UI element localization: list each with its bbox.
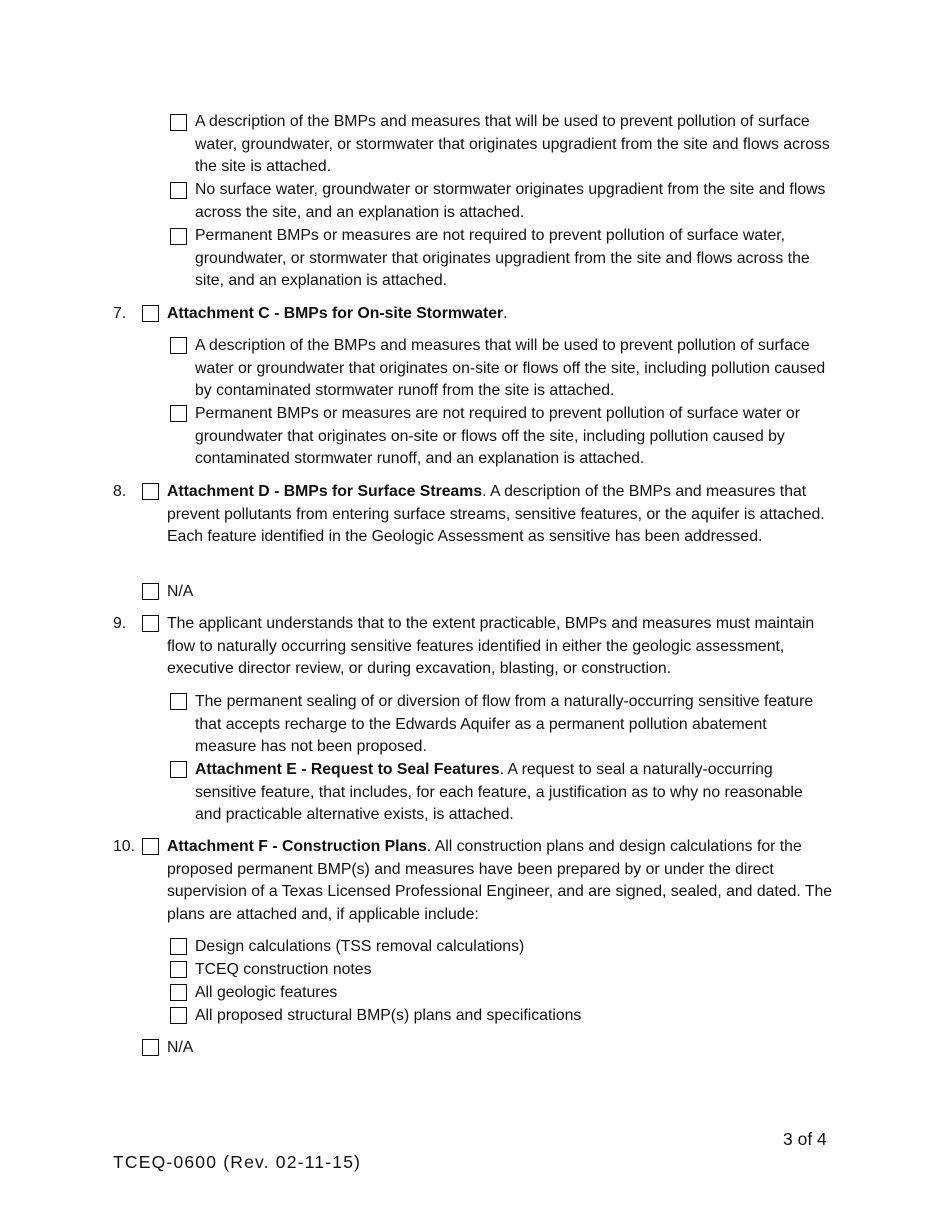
item-9-option-2-text: [195, 759, 825, 827]
item-8-number: 8.: [113, 483, 127, 500]
item-8-text: [167, 481, 837, 549]
item-8-label: Attachment D - BMPs for Surface Streams: [167, 483, 483, 500]
item-10-option-4-checkbox[interactable]: [170, 1007, 187, 1024]
form-id: TCEQ-0600 (Rev. 02-11-15): [113, 1152, 362, 1172]
item-10-na-label: N/A: [167, 1039, 194, 1056]
item-7-text: [167, 303, 837, 326]
item-10-checkbox[interactable]: [142, 838, 159, 855]
upgradient-option-3-checkbox[interactable]: [170, 228, 187, 245]
item-7-number: 7.: [113, 305, 127, 322]
item-7-label: Attachment C - BMPs for On-site Stormwater: [167, 305, 504, 322]
item-9-option-1-text: The permanent sealing of or diversion of flow from a naturally-occurring sensitive feature that accepts recharge to the Edwards Aquifer as a permanent pollution abatement measure has not been proposed.: [195, 693, 814, 756]
upgradient-option-2-text: No surface water, groundwater or stormwater originates upgradient from the site and flows across the site, and an explanation is attached.: [195, 181, 826, 221]
item-10-option-3-checkbox[interactable]: [170, 984, 187, 1001]
item-10-option-1-checkbox[interactable]: [170, 938, 187, 955]
item-8-checkbox[interactable]: [142, 483, 159, 500]
item-9-option-2-description: . A request to seal a naturally-occurring sensitive feature, that includes, for each feature, a justification as to why no reasonable and practicable alternative exists, is attached.: [195, 761, 803, 824]
item-10-option-2-text: TCEQ construction notes: [195, 961, 372, 978]
upgradient-option-2-checkbox[interactable]: [170, 182, 187, 199]
item-9-option-2-label: Attachment E - Request to Seal Features: [195, 761, 500, 778]
item-7-option-1-text: A description of the BMPs and measures that will be used to prevent pollution of surface water or groundwater that originates on-site or flows off the site, including pollution caused by contaminated stormwater runoff from the site is attached.: [195, 337, 826, 400]
item-10-number: 10.: [113, 838, 135, 855]
item-9-checkbox[interactable]: [142, 615, 159, 632]
upgradient-option-1-text: A description of the BMPs and measures that will be used to prevent pollution of surface water, groundwater, or stormwater that originates upgradient from the site and flows across the site is attached.: [195, 113, 830, 176]
item-10-option-2-checkbox[interactable]: [170, 961, 187, 978]
item-9-option-2-checkbox[interactable]: [170, 761, 187, 778]
item-7-option-1-checkbox[interactable]: [170, 337, 187, 354]
item-7-checkbox[interactable]: [142, 305, 159, 322]
item-7-suffix: .: [503, 305, 508, 322]
item-10-option-1-text: Design calculations (TSS removal calculations): [195, 938, 525, 955]
item-8-na-label: N/A: [167, 583, 194, 600]
item-9-text: The applicant understands that to the extent practicable, BMPs and measures must maintain flow to naturally occurring sensitive features identified in either the geologic assessment, executive director review, or during excavation, blasting, or construction.: [167, 615, 815, 678]
item-10-label: Attachment F - Construction Plans: [167, 838, 427, 855]
item-10-description: . All construction plans and design calculations for the proposed permanent BMP(s) and measures have been prepared by or under the direct supervision of a Texas Licensed Professional Engineer, and are signed, sealed, and dated. The plans are attached and, if applicable include:: [167, 838, 833, 924]
item-10-text: [167, 836, 839, 927]
item-10-option-3-text: All geologic features: [195, 984, 338, 1001]
item-7-option-2-text: Permanent BMPs or measures are not required to prevent pollution of surface water or groundwater that originates on-site or flows off the site, including pollution caused by contaminated stormwater runoff, and an explanation is attached.: [195, 405, 800, 468]
item-8-description: . A description of the BMPs and measures that prevent pollutants from entering surface streams, sensitive features, or the aquifer is attached. Each feature identified in the Geologic Assessment as sensitive has been addressed.: [167, 483, 825, 546]
item-9-number: 9.: [113, 615, 127, 632]
item-7-option-2-checkbox[interactable]: [170, 405, 187, 422]
upgradient-option-3-text: Permanent BMPs or measures are not required to prevent pollution of surface water, groundwater, or stormwater that originates upgradient from the site and flows across the site, and an explanation is attached.: [195, 227, 810, 290]
page-number: 3 of 4: [783, 1129, 827, 1149]
item-9-option-1-checkbox[interactable]: [170, 693, 187, 710]
item-8-na-checkbox[interactable]: [142, 583, 159, 600]
upgradient-option-1-checkbox[interactable]: [170, 114, 187, 131]
item-10-option-4-text: All proposed structural BMP(s) plans and specifications: [195, 1007, 582, 1024]
item-10-na-checkbox[interactable]: [142, 1039, 159, 1056]
